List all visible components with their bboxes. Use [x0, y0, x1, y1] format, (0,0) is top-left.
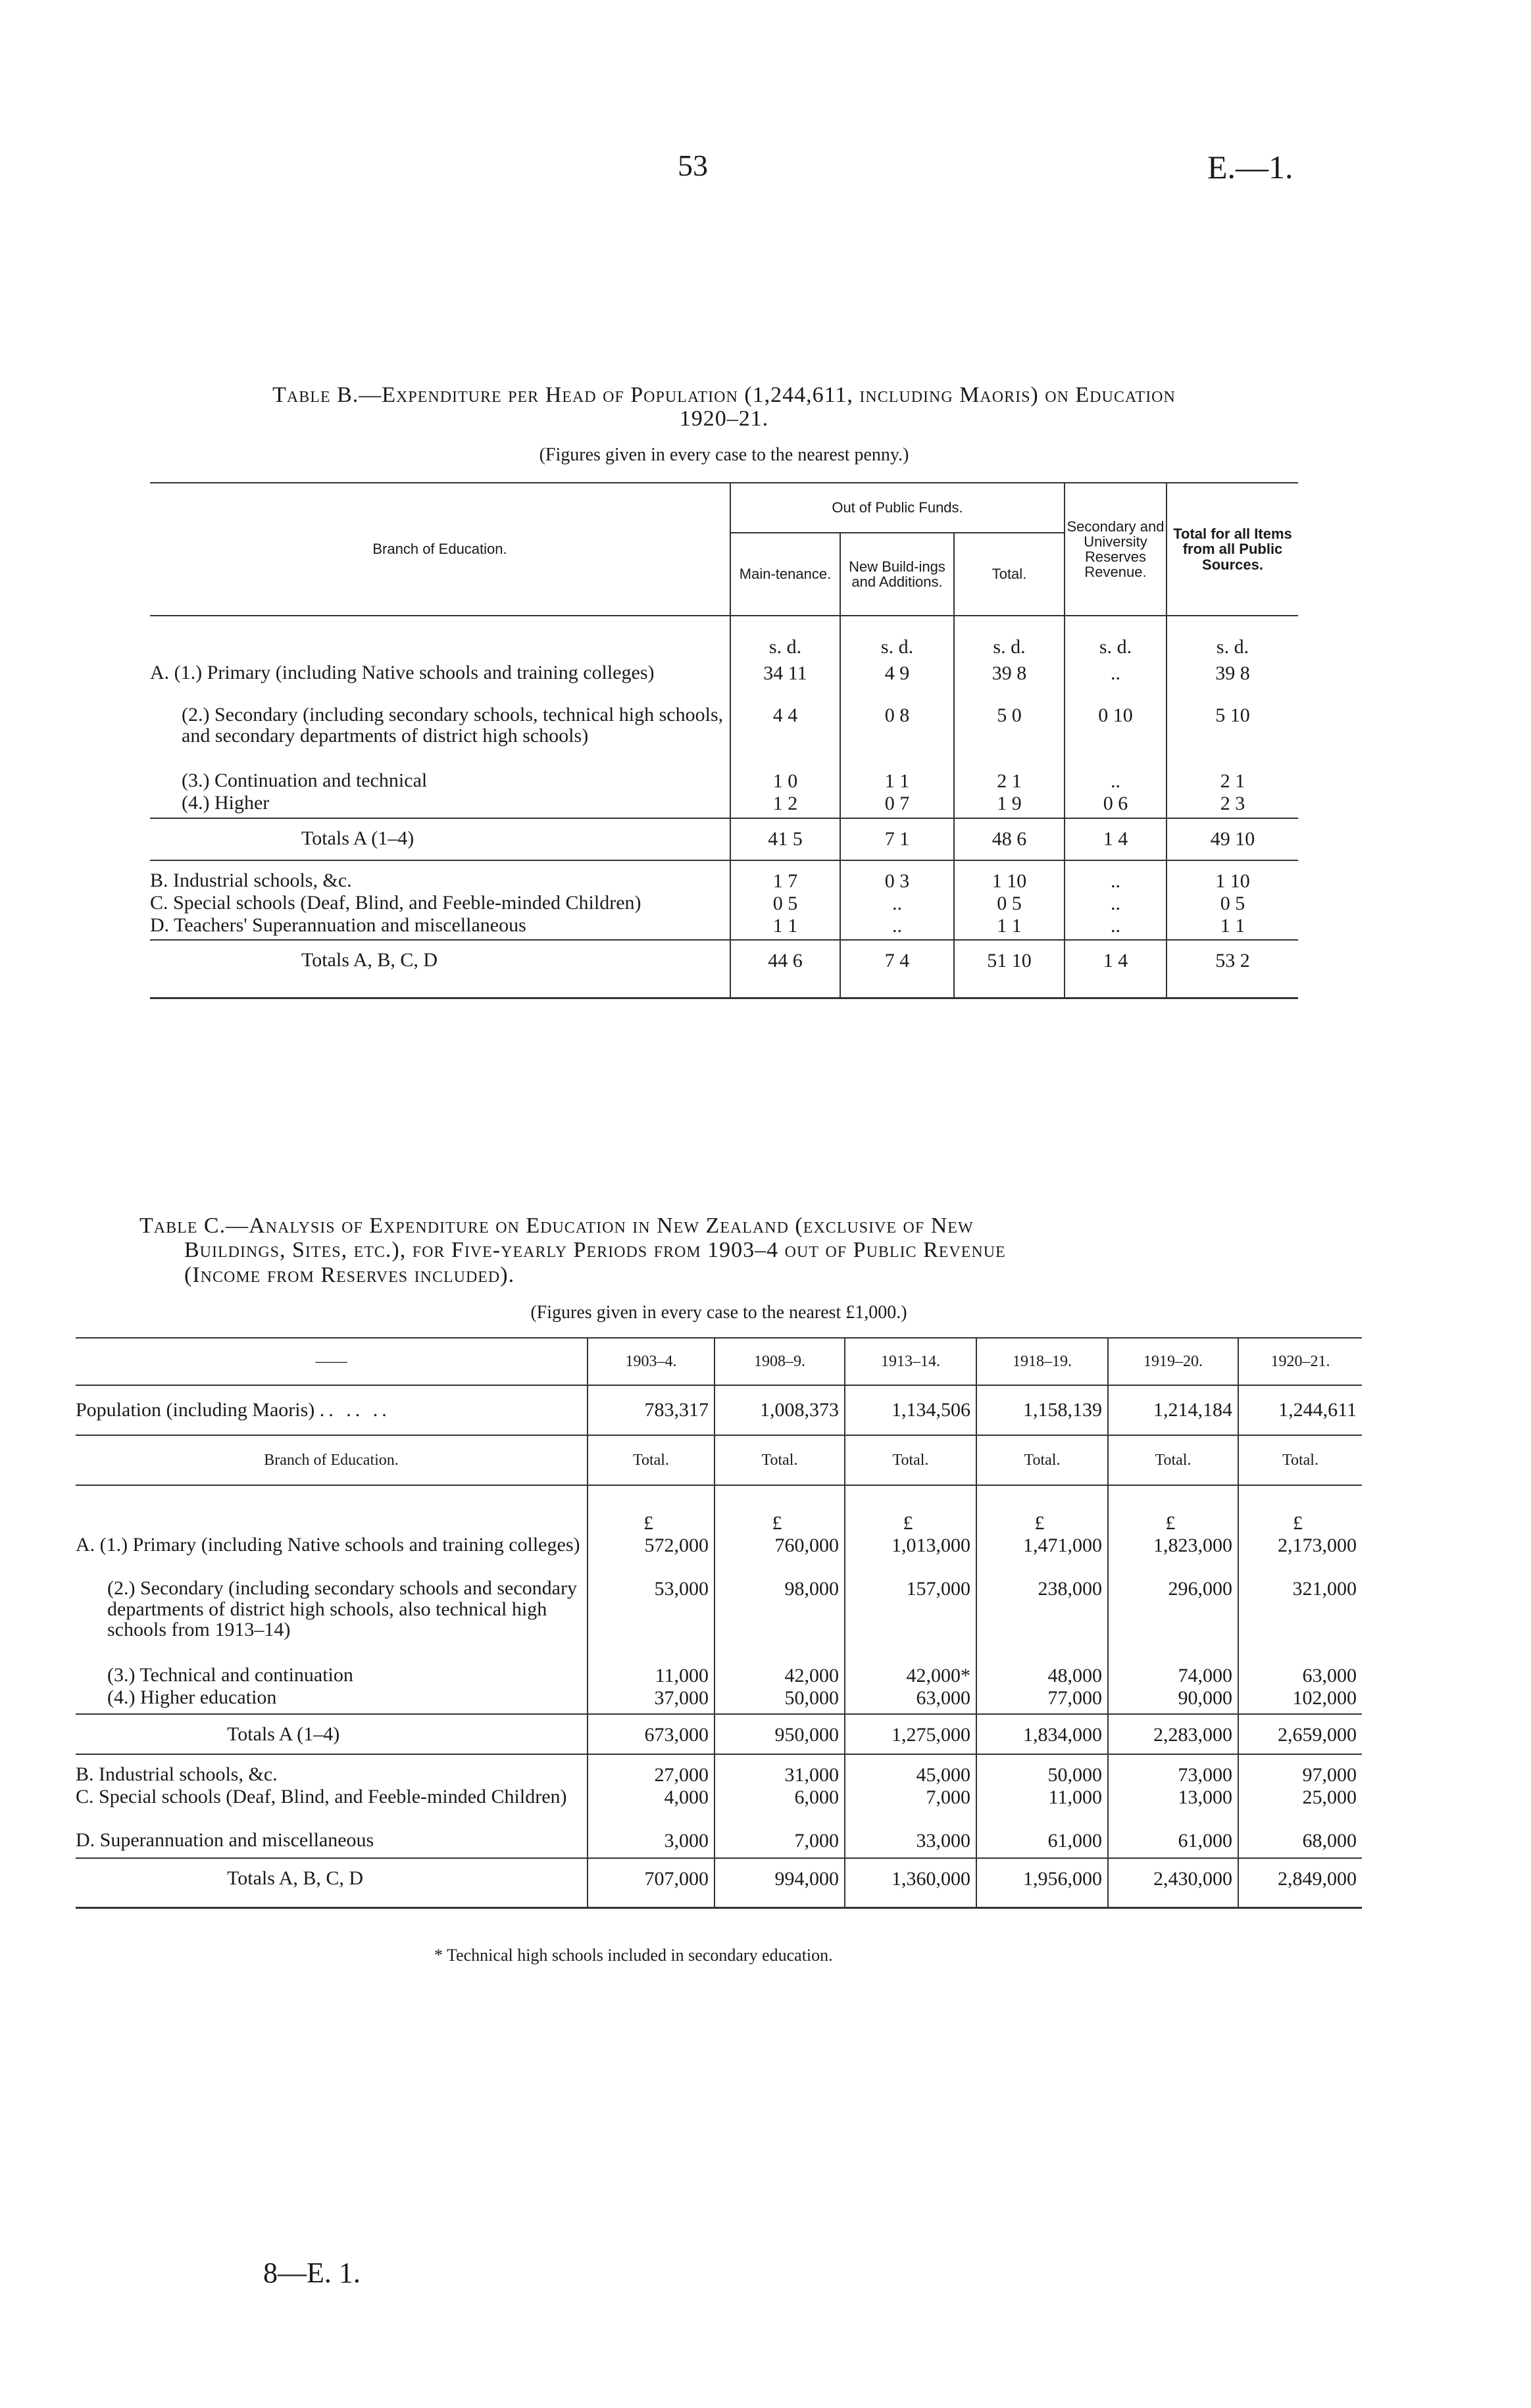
cell: 2,173,000 [1238, 1535, 1362, 1578]
row-label: D. Teachers' Superannuation and miscellaneous [150, 915, 730, 941]
cell: .. [840, 915, 954, 941]
row-label: (3.) Continuation and technical [182, 770, 428, 791]
cell: 1,013,000 [845, 1535, 976, 1578]
table-c-subtitle: (Figures given in every case to the nearest £1,000.) [530, 1302, 907, 1323]
cell: 3,000 [588, 1830, 715, 1858]
cell: 238,000 [976, 1578, 1108, 1665]
table-c-title-line2: Buildings, Sites, etc.), for Five-yearly Periods from 1903–4 out of Public Revenue [184, 1238, 1006, 1263]
cell: 102,000 [1238, 1687, 1362, 1714]
row-label: A. (1.) Primary (including Native schools and training colleges) [150, 662, 655, 683]
cell: 48 6 [954, 818, 1065, 860]
cell: 1,134,506 [845, 1385, 976, 1435]
cell: 1 4 [1065, 818, 1167, 860]
cell: 1 1 [730, 915, 840, 941]
row-label: B. Industrial schools, &c. [76, 1763, 278, 1785]
cell: 34 11 [730, 662, 840, 704]
cell: 572,000 [588, 1535, 715, 1578]
header-dash: —— [315, 1352, 347, 1370]
table-c [76, 1337, 1362, 1909]
cell: 296,000 [1108, 1578, 1238, 1665]
cell: 44 6 [730, 940, 840, 998]
header-total: Total. [954, 533, 1065, 616]
cell: 48,000 [976, 1665, 1108, 1687]
cell: 90,000 [1108, 1687, 1238, 1714]
cell: .. [1065, 860, 1167, 893]
cell: 42,000* [845, 1665, 976, 1687]
cell: 4 4 [730, 704, 840, 770]
table-row [76, 1665, 1362, 1687]
cell: 2,430,000 [1108, 1858, 1238, 1908]
totals-a-row [150, 818, 1298, 860]
table-b [150, 482, 1298, 999]
cell: 98,000 [715, 1578, 845, 1665]
cell: 13,000 [1108, 1786, 1238, 1830]
totals-a-row [76, 1714, 1362, 1755]
row-label: A. (1.) Primary (including Native schools and training colleges) [76, 1534, 580, 1556]
cell: 5 10 [1167, 704, 1298, 770]
total-header: Total. [1238, 1435, 1362, 1485]
table-b-subtitle: (Figures given in every case to the nearest penny.) [539, 445, 909, 465]
cell: 63,000 [1238, 1665, 1362, 1687]
totals-abcd-row [76, 1858, 1362, 1908]
cell: 783,317 [588, 1385, 715, 1435]
cell: 5 0 [954, 704, 1065, 770]
header-public-funds: Out of Public Funds. [730, 483, 1065, 533]
cell: 61,000 [1108, 1830, 1238, 1858]
row-label: (4.) Higher education [107, 1686, 277, 1708]
cell: 45,000 [845, 1754, 976, 1786]
cell: 1 7 [730, 860, 840, 893]
total-header: Total. [976, 1435, 1108, 1485]
cell: 1,214,184 [1108, 1385, 1238, 1435]
table-c-title-line1: Table C.—Analysis of Expenditure on Education in New Zealand (exclusive of New [139, 1214, 974, 1238]
cell: 11,000 [588, 1665, 715, 1687]
cell: 41 5 [730, 818, 840, 860]
total-header: Total. [1108, 1435, 1238, 1485]
cell: 1 4 [1065, 940, 1167, 998]
table-row [76, 1830, 1362, 1858]
cell: 50,000 [976, 1754, 1108, 1786]
unit-cell: s. d. [1065, 616, 1167, 662]
cell: 0 3 [840, 860, 954, 893]
cell: 1,244,611 [1238, 1385, 1362, 1435]
cell: .. [1065, 662, 1167, 704]
row-label: C. Special schools (Deaf, Blind, and Feeble-minded Children) [150, 891, 641, 914]
cell: 50,000 [715, 1687, 845, 1714]
cell: 760,000 [715, 1535, 845, 1578]
cell: 0 6 [1065, 793, 1167, 818]
cell: 27,000 [588, 1754, 715, 1786]
row-label: (3.) Technical and continuation [107, 1664, 353, 1686]
year-header: 1908–9. [715, 1338, 845, 1385]
cell: 61,000 [976, 1830, 1108, 1858]
cell: 2 1 [954, 770, 1065, 793]
footnote: * Technical high schools included in secondary education. [434, 1946, 833, 1965]
cell: 63,000 [845, 1687, 976, 1714]
table-c-title-line3: (Income from Reserves included). [184, 1262, 515, 1287]
cell: 1,956,000 [976, 1858, 1108, 1908]
unit-cell: s. d. [730, 616, 840, 662]
cell: 1,471,000 [976, 1535, 1108, 1578]
cell: 4 9 [840, 662, 954, 704]
cell: 6,000 [715, 1786, 845, 1830]
cell: 1 1 [1167, 915, 1298, 941]
year-header: 1920–21. [1238, 1338, 1362, 1385]
cell: 1,008,373 [715, 1385, 845, 1435]
currency-cell: £ [588, 1485, 715, 1535]
cell: 68,000 [1238, 1830, 1362, 1858]
header-secondary-reserves: Secondary and University Reserves Revenue. [1065, 483, 1167, 616]
row-label: B. Industrial schools, &c. [150, 869, 352, 891]
currency-cell: £ [845, 1485, 976, 1535]
cell: 0 7 [840, 793, 954, 818]
cell: 53,000 [588, 1578, 715, 1665]
cell: 77,000 [976, 1687, 1108, 1714]
currency-cell: £ [715, 1485, 845, 1535]
cell: 1 1 [954, 915, 1065, 941]
currency-cell: £ [1238, 1485, 1362, 1535]
cell: 1 10 [1167, 860, 1298, 893]
cell: 0 8 [840, 704, 954, 770]
cell: 1,158,139 [976, 1385, 1108, 1435]
cell: 53 2 [1167, 940, 1298, 998]
table-row [150, 893, 1298, 915]
table-row [76, 1535, 1362, 1578]
table-row [150, 662, 1298, 704]
table-row [150, 793, 1298, 818]
cell: 7,000 [715, 1830, 845, 1858]
cell: 1,360,000 [845, 1858, 976, 1908]
row-label: (4.) Higher [150, 793, 730, 818]
year-header: 1919–20. [1108, 1338, 1238, 1385]
table-c-title [139, 1214, 1291, 1287]
cell: 74,000 [1108, 1665, 1238, 1687]
cell: 73,000 [1108, 1754, 1238, 1786]
year-header: 1913–14. [845, 1338, 976, 1385]
table-row [76, 1786, 1362, 1830]
row-label: (2.) Secondary (including secondary schools, technical high schools, and secondary departments of district high schools) [182, 704, 724, 747]
row-label: Totals A (1–4) [150, 818, 730, 860]
cell: 2 1 [1167, 770, 1298, 793]
row-label: Totals A, B, C, D [301, 949, 438, 971]
header-branch: Branch of Education. [372, 541, 507, 558]
cell: 1,823,000 [1108, 1535, 1238, 1578]
cell: 37,000 [588, 1687, 715, 1714]
totals-abcd-row [150, 940, 1298, 998]
cell: 7 4 [840, 940, 954, 998]
cell: .. [1065, 893, 1167, 915]
cell: 950,000 [715, 1714, 845, 1755]
row-label: D. Superannuation and miscellaneous [76, 1829, 374, 1851]
cell: .. [1065, 915, 1167, 941]
population-row [76, 1385, 1362, 1435]
cell: .. [1065, 770, 1167, 793]
total-header: Total. [715, 1435, 845, 1485]
cell: 42,000 [715, 1665, 845, 1687]
cell: 2,283,000 [1108, 1714, 1238, 1755]
total-header: Total. [588, 1435, 715, 1485]
currency-cell: £ [976, 1485, 1108, 1535]
cell: 1 2 [730, 793, 840, 818]
cell: 31,000 [715, 1754, 845, 1786]
row-label: Totals A (1–4) [227, 1723, 340, 1745]
table-row [150, 860, 1298, 893]
cell: 33,000 [845, 1830, 976, 1858]
cell: 0 10 [1065, 704, 1167, 770]
cell: 39 8 [1167, 662, 1298, 704]
cell: 2,849,000 [1238, 1858, 1362, 1908]
cell: 0 5 [954, 893, 1065, 915]
cell: 0 5 [1167, 893, 1298, 915]
page-reference: E.—1. [1207, 149, 1293, 185]
cell: 707,000 [588, 1858, 715, 1908]
table-row [150, 915, 1298, 941]
cell: 97,000 [1238, 1754, 1362, 1786]
cell: 1,834,000 [976, 1714, 1108, 1755]
cell: 0 5 [730, 893, 840, 915]
header-maintenance: Main-tenance. [730, 533, 840, 616]
table-row [76, 1687, 1362, 1714]
table-row [150, 704, 1298, 770]
cell: 51 10 [954, 940, 1065, 998]
header-new-buildings: New Build-ings and Additions. [840, 533, 954, 616]
cell: 1,275,000 [845, 1714, 976, 1755]
cell: 2,659,000 [1238, 1714, 1362, 1755]
unit-cell: s. d. [954, 616, 1065, 662]
population-label: Population (including Maoris) .. .. .. [76, 1399, 391, 1421]
cell: 157,000 [845, 1578, 976, 1665]
unit-cell: s. d. [1167, 616, 1298, 662]
cell: 1 1 [840, 770, 954, 793]
cell: 1 0 [730, 770, 840, 793]
table-row [150, 770, 1298, 793]
total-header: Total. [845, 1435, 976, 1485]
year-header: 1903–4. [588, 1338, 715, 1385]
page-number: 53 [678, 149, 708, 182]
cell: 1 9 [954, 793, 1065, 818]
cell: 673,000 [588, 1714, 715, 1755]
cell: 11,000 [976, 1786, 1108, 1830]
row-label: Totals A, B, C, D [227, 1867, 364, 1889]
row-label: C. Special schools (Deaf, Blind, and Feeble-minded Children) [76, 1786, 567, 1807]
cell: 25,000 [1238, 1786, 1362, 1830]
table-row [76, 1578, 1362, 1665]
unit-cell: s. d. [840, 616, 954, 662]
cell: 7,000 [845, 1786, 976, 1830]
cell: 39 8 [954, 662, 1065, 704]
currency-cell: £ [1108, 1485, 1238, 1535]
header-branch: Branch of Education. [264, 1451, 399, 1469]
cell: 2 3 [1167, 793, 1298, 818]
table-b-title-line1: Table B.—Expenditure per Head of Population (1,244,611, including Maoris) on Education [272, 383, 1176, 407]
cell: 321,000 [1238, 1578, 1362, 1665]
header-total-all: Total for all Items from all Public Sources. [1167, 483, 1298, 616]
cell: 4,000 [588, 1786, 715, 1830]
year-header: 1918–19. [976, 1338, 1108, 1385]
cell: .. [840, 893, 954, 915]
cell: 49 10 [1167, 818, 1298, 860]
table-b-title-line2: 1920–21. [679, 406, 769, 431]
row-label: (2.) Secondary (including secondary schools and secondary departments of district high schools, also technical high schools from 1913–14) [107, 1577, 577, 1640]
table-row [76, 1754, 1362, 1786]
cell: 994,000 [715, 1858, 845, 1908]
cell: 1 10 [954, 860, 1065, 893]
cell: 7 1 [840, 818, 954, 860]
page-footer: 8—E. 1. [263, 2257, 361, 2289]
table-b-title [150, 383, 1298, 430]
